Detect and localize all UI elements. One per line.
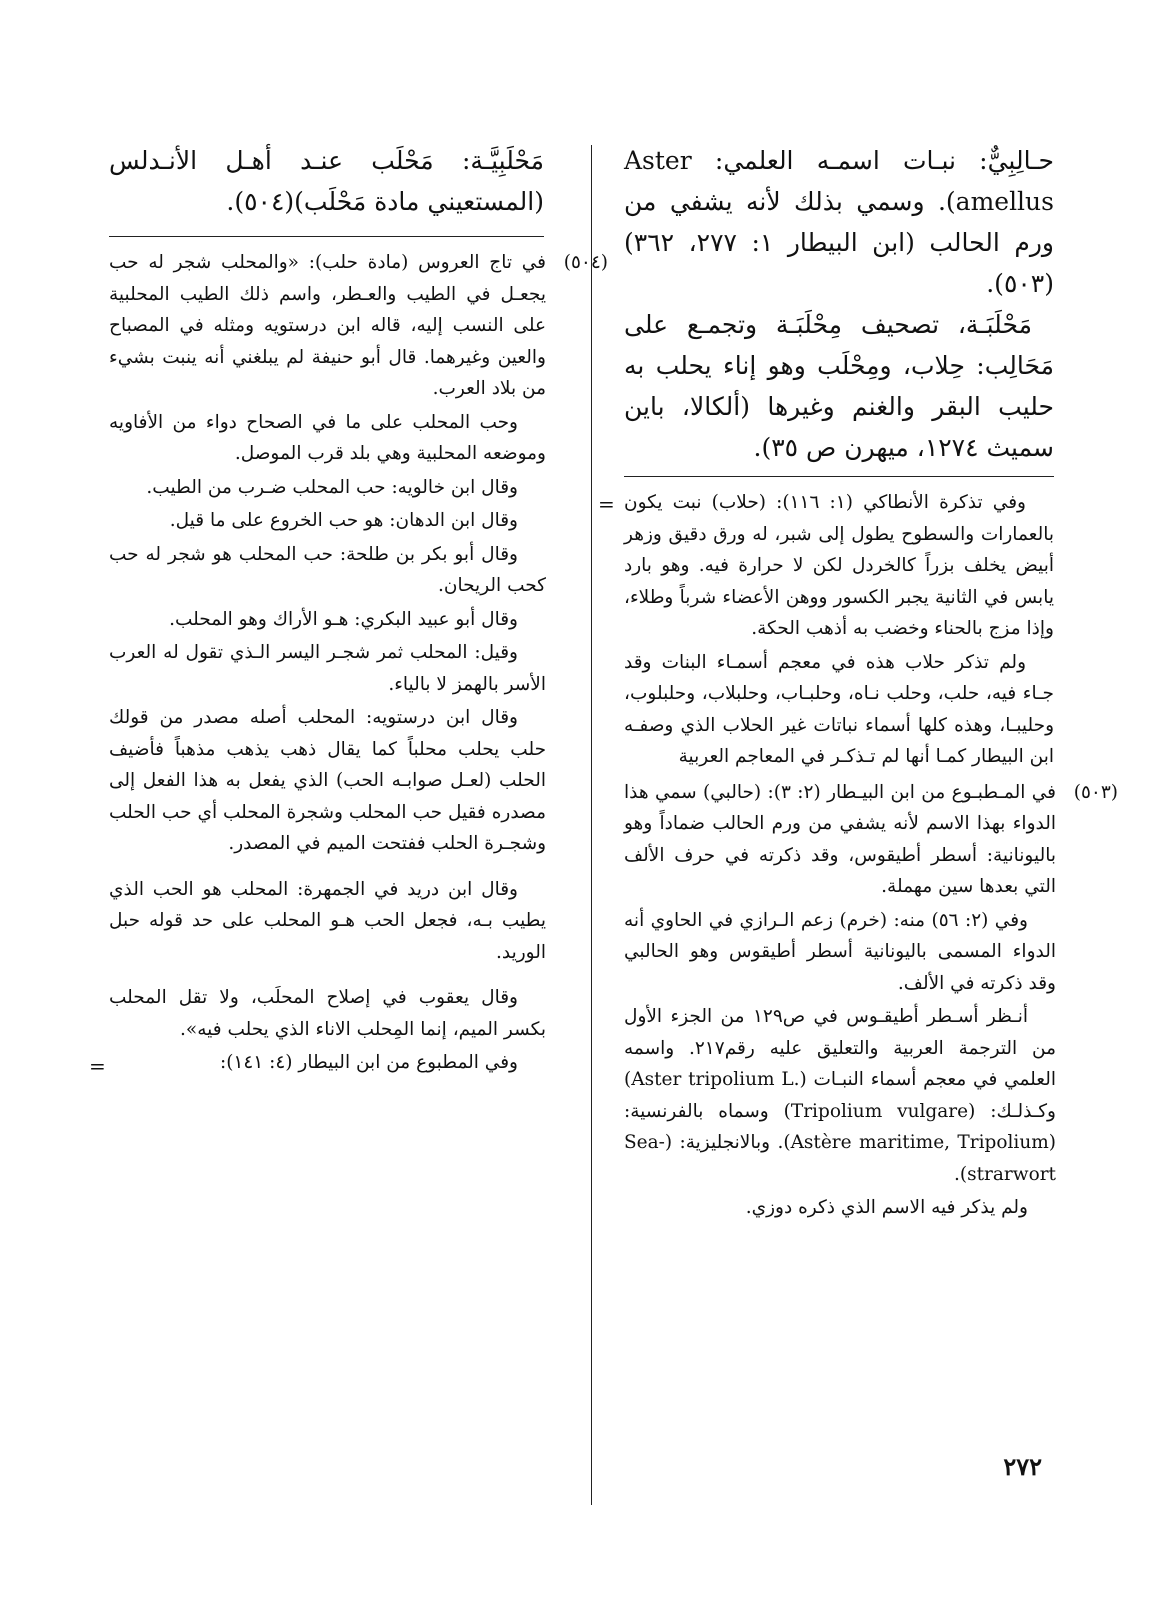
left-column (89, 140, 608, 1083)
footnote-paragraph: في تاج العروس (مادة حلب): «والمحلب شجر له حب يجعـل في الطيب والعـطر، واسم ذلك الطيب المحلبية على النسب إليه، قاله ابن درستويه ومثله في المصباح والعين وغيرهما. قال أبو حنيفة لم يبلغني أنه ينبت بشيء من بلاد العرب. (109, 252, 546, 399)
footnote-paragraph: وقال يعقوب في إصلاح المحلَب، ولا تقل المحلب بكسر الميم، إنما المِحلب الاناء الذي يحلب فيه». (109, 987, 546, 1040)
entry-text: حـالِبِيٌّ: نبـات اسمـه العلمي: Aster (amellus. وسمي بذلك لأنه يشفي من ورم الحالب (ابن البيطار ١: ٢٧٧، ٣٦٢)(٥٠٣). (624, 146, 1054, 298)
footnote-paragraph: وقال ابن خالويه: حب المحلب ضـرب من الطيب. (146, 476, 518, 498)
continuation-mark: = (598, 492, 615, 516)
entry-mahlabiyya (109, 140, 544, 222)
footnote-paragraph: ولم تذكر حلاب هذه في معجم أسمـاء البنات وقد جـاء فيه، حلب، وحلب نـاه، وحلبـاب، وحلبلاب، وحلبلوب، وحليبـا، وهذه كلها أسماء نباتات غير الحلاب الذي وصفـه ابن البيطار كمـا أنها لم تـذكـر في المعاجم العربية (624, 651, 1054, 767)
footnote-paragraph: وفي (٢: ٥٦) منه: (خرم) زعم الـرازي في الحاوي أنه الدواء المسمى باليونانية أسطر أطيقوس وهو الحالبي وقد ذكرته في الألف. (624, 909, 1056, 994)
entry-text: مَحْلَبَـة، تصحيف مِحْلَبَـة وتجمـع على مَحَالِب: حِلاب، ومِحْلَب وهو إناء يحلب به حليب البقر والغنم وغيرها (ألكالا، باين سميث ١٢٧٤، ميهرن ص ٣٥). (624, 310, 1054, 462)
footnote-separator (624, 476, 1054, 477)
footnote-paragraph: وقيل: المحلب ثمر شجـر اليسر الـذي تقول له العرب الأسر بالهمز لا بالياء. (109, 642, 546, 695)
footnote-separator (109, 236, 544, 237)
footnote-503 (624, 777, 1118, 1224)
footnote-paragraph: في المـطبـوع من ابن البيـطار (٢: ٣): (حالبي) سمي هذا الدواء بهذا الاسم لأنه يشفي من ورم الحالب ضماداً وهو باليونانية: أسطر أطيقوس، وقد ذكرته في حرف الألف التي بعدها سين مهملة. (624, 781, 1056, 897)
footnote-paragraph (89, 1047, 546, 1079)
footnote-paragraph: وقال ابن دريد في الجمهرة: المحلب هو الحب الذي يطيب بـه، فجعل الحب هـو المحلب على حد قوله حبل الوريد. (109, 878, 546, 963)
footnote-paragraph: وقال ابن درستويه: المحلب أصله مصدر من قولك حلب يحلب محلباً كما يقال ذهب يذهب مذهباً فأضيف الحلب (لعـل صوابـه الحب) الذي يفعل به هذا الفعل إلى مصدره فقيل حب المحلب وشجرة المحلب أي حب الحلب وشجـرة الحلب ففتحت الميم في المصدر. (109, 707, 546, 854)
entry-halibi (624, 140, 1054, 468)
continuation-mark: = (89, 1054, 106, 1078)
footnote-continuation (598, 487, 1054, 773)
footnote-paragraph: وحب المحلب على ما في الصحاح دواء من الأفاويه وموضعه المحلبية وهي بلد قرب الموصل. (109, 411, 546, 464)
page-number: ٢٧٢ (1003, 1452, 1042, 1481)
footnote-paragraph: ولم يذكر فيه الاسم الذي ذكره دوزي. (745, 1197, 1028, 1218)
paragraph-gap (109, 860, 546, 874)
footnote-number: (٥٠٣) (1073, 781, 1118, 803)
footnote-paragraph: وقال أبو بكر بن طلحة: حب المحلب هو شجر له حب كحب الريحان. (109, 543, 546, 596)
footnote-number: (٥٠٤) (563, 252, 608, 273)
footnote-paragraph: وقال ابن الدهان: هو حب الخروع على ما قيل. (169, 510, 518, 531)
footnote-text: وفي المطبوع من ابن البيطار (٤: ١٤١): (219, 1052, 518, 1073)
paragraph-gap (109, 968, 546, 982)
entry-text: مَحْلَبِيَّـة: مَحْلَب عنـد أهـل الأنـدلس (المستعيني مادة مَحْلَب)(٥٠٤). (109, 146, 544, 216)
footnote-paragraph: وفي تذكرة الأنطاكي (١: ١١٦): (حلاب) نبت يكون بالعمارات والسطوح يطول إلى شبر، له ورق دقيق وزهر أبيض يخلف بزراً كالخردل لكن لا حرارة فيه. وهو بارد يابس في الثانية يجبر الكسور ووهن الأعضاء شرباً وطلاء، وإذا مزج بالحناء وخضب به أذهب الحكة. (624, 492, 1054, 639)
footnote-paragraph: وقال أبو عبيد البكري: هـو الأراك وهو المحلب. (169, 608, 518, 630)
footnote-paragraph: أنـظر أسـطر أطيقـوس في ص١٢٩ من الجزء الأول من الترجمة العربية والتعليق عليه رقم٢١٧. واسمه العلمي في معجم أسماء النبـات (.Aster tripolium L) وكـذلـك: (Tripolium vulgare) وسماه بالفرنسية: (Astère maritime, Tripolium). وبالانجليزية: (Sea-strarwort). (624, 1006, 1057, 1185)
right-column (598, 140, 1118, 1228)
footnote-504 (89, 247, 608, 1079)
